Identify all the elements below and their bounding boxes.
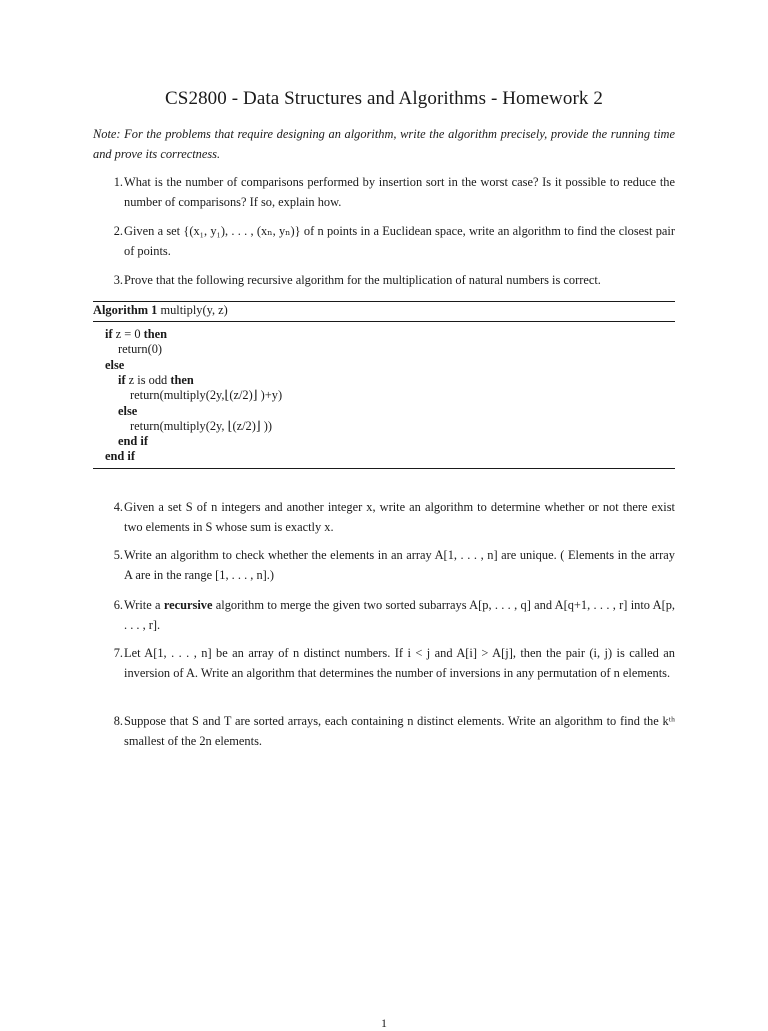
document-page	[93, 0, 676, 1030]
problem-number: 3.	[113, 273, 123, 287]
algorithm-label: Algorithm 1	[93, 303, 158, 317]
problem-number: 8.	[113, 714, 123, 728]
problem-text: Write an algorithm to check whether the elements in an array A[1, . . . , n] are unique. ( Elements in the array A are in the range [1, . . . , n].)	[124, 548, 675, 582]
problem-number: 4.	[113, 500, 123, 514]
top-rule	[93, 301, 675, 302]
caption-rule	[93, 321, 675, 322]
code-line: else	[105, 357, 125, 372]
problem-text: What is the number of comparisons performed by insertion sort in the worst case? Is it possible to reduce the number of comparisons? If so, explain how.	[124, 175, 675, 209]
page-title: CS2800 - Data Structures and Algorithms - Homework 2	[165, 88, 603, 109]
instructions-note: Note: For the problems that require designing an algorithm, write the algorithm precisely, provide the running time and prove its correctness.	[93, 127, 675, 161]
problem-text: Write a recursive algorithm to merge the given two sorted subarrays A[p, . . . , q] and A[q+1, . . . , r] into A[p, . . . , r].	[124, 598, 676, 632]
problem-number: 5.	[113, 548, 123, 562]
bottom-rule	[93, 468, 675, 469]
code-line: return(multiply(2y, ⌊(z/2)⌋ ))	[130, 418, 273, 433]
algorithm-name: multiply(y, z)	[160, 303, 228, 317]
page-number: 1	[381, 1016, 387, 1030]
problem-number: 6.	[113, 598, 123, 612]
code-line: end if	[118, 434, 148, 449]
code-line: return(0)	[118, 342, 163, 357]
code-line: end if	[105, 449, 135, 464]
emphasis-recursive: recursive	[163, 598, 213, 612]
problem-text: Given a set {(x₁, y₁), . . . , (xₙ, yₙ)} of n points in a Euclidean space, write an algorithm to find the closest pair of points.	[124, 224, 675, 258]
code-line: if z = 0 then	[105, 327, 168, 341]
problem-text: Given a set S of n integers and another integer x, write an algorithm to determine whether or not there exist two elements in S whose sum is exactly x.	[124, 500, 675, 534]
problem-number: 1.	[113, 175, 123, 189]
code-line: else	[118, 403, 138, 418]
problem-number: 2.	[113, 224, 123, 238]
problem-number: 7.	[113, 646, 123, 660]
problem-text: Prove that the following recursive algorithm for the multiplication of natural numbers is correct.	[124, 273, 601, 287]
problem-text: Suppose that S and T are sorted arrays, each containing n distinct elements. Write an algorithm to find the kᵗʰ smallest of the 2n elements.	[124, 714, 675, 748]
algorithm-caption	[93, 303, 228, 318]
code-line: if z is odd then	[118, 372, 194, 387]
problem-text: Let A[1, . . . , n] be an array of n distinct numbers. If i < j and A[i] > A[j], then the pair (i, j) is called an inversion of A. Write an algorithm that determines the number of inversions in any permutation of n elements.	[124, 646, 675, 680]
code-line: return(multiply(2y,⌊(z/2)⌋ )+y)	[130, 388, 283, 403]
